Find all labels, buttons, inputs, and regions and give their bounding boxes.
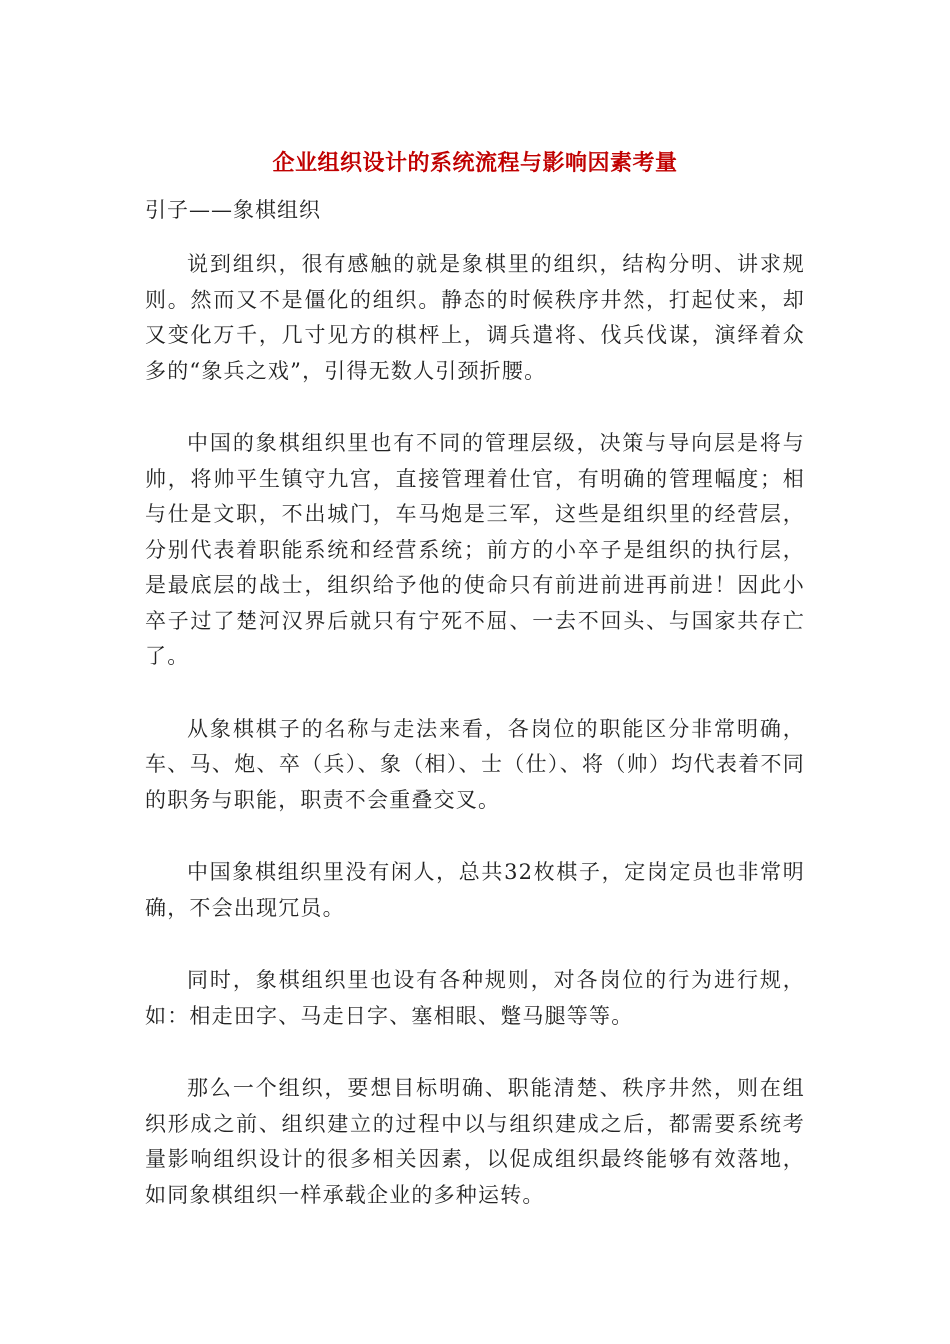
paragraph: 说到组织，很有感触的就是象棋里的组织，结构分明、讲求规则。然而又不是僵化的组织。静态的时候秩序井然，打起仗来，却又变化万千，几寸见方的棋枰上，调兵遣将、伐兵伐谋，演绎着众多的“象兵之戏”，引得无数人引颈折腰。	[145, 252, 805, 383]
paragraph: 那么一个组织，要想目标明确、职能清楚、秩序井然，则在组织形成之前、组织建立的过程中以与组织建成之后，都需要系统考量影响组织设计的很多相关因素，以促成组织最终能够有效落地，如同象棋组织一样承载企业的多种运转。	[145, 1076, 805, 1207]
document-title: 企业组织设计的系统流程与影响因素考量	[272, 150, 678, 176]
paragraph: 从象棋棋子的名称与走法来看，各岗位的职能区分非常明确，车、马、炮、卒（兵）、象（相）、士（仕）、将（帅）均代表着不同的职务与职能，职责不会重叠交叉。	[145, 716, 805, 812]
paragraph: 中国象棋组织里没有闲人，总共32枚棋子，定岗定员也非常明确，不会出现冗员。	[145, 860, 805, 920]
section-heading: 引子——象棋组织	[145, 198, 321, 222]
document-body	[145, 247, 805, 1250]
paragraph: 中国的象棋组织里也有不同的管理层级，决策与导向层是将与帅，将帅平生镇守九宫，直接管理着仕官，有明确的管理幅度；相与仕是文职，不出城门，车马炮是三军，这些是组织里的经营层，分别代表着职能系统和经营系统；前方的小卒子是组织的执行层，是最底层的战士，组织给予他的使命只有前进前进再前进！因此小卒子过了楚河汉界后就只有宁死不屈、一去不回头、与国家共存亡了。	[145, 431, 805, 668]
paragraph: 同时，象棋组织里也设有各种规则，对各岗位的行为进行规，如：相走田字、马走日字、塞相眼、蹩马腿等等。	[145, 968, 805, 1028]
